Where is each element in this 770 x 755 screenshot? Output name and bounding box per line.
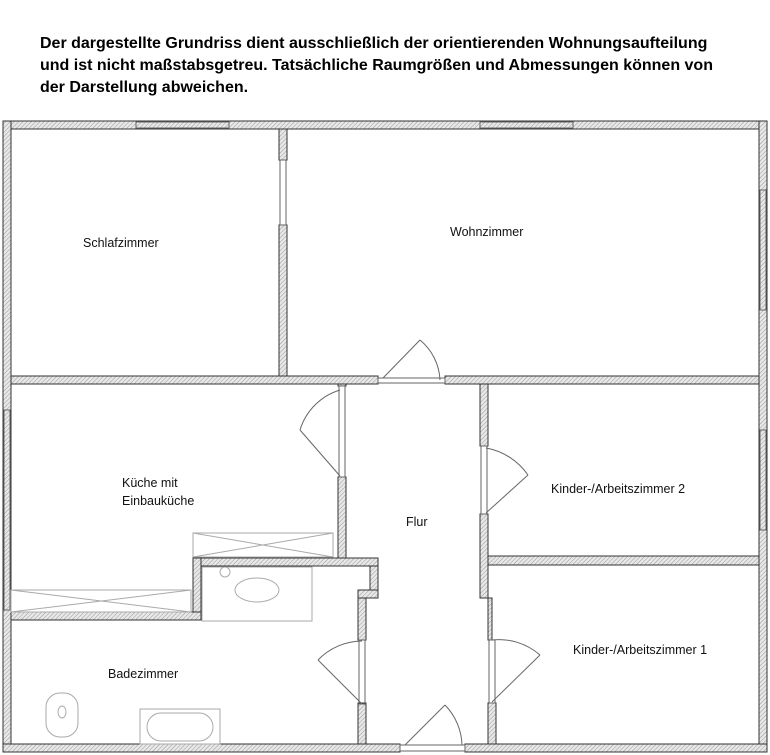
walls <box>3 121 767 752</box>
note-line-2: und ist nicht maßstabsgetreu. Tatsächliche Raumgrößen und Abmessungen können von <box>40 57 713 74</box>
room-label-badezimmer: Badezimmer <box>108 667 179 681</box>
room-label-wohnzimmer: Wohnzimmer <box>450 225 524 239</box>
note-line-1: Der dargestellte Grundriss dient ausschließlich der orientierenden Wohnungsaufteilung <box>40 35 708 52</box>
windows <box>4 122 766 610</box>
room-label-schlafzimmer: Schlafzimmer <box>83 236 159 250</box>
room-label-kueche-1: Küche mit <box>122 476 178 490</box>
room-label-kueche-2: Einbauküche <box>122 494 195 508</box>
room-label-kinder2: Kinder-/Arbeitszimmer 2 <box>551 482 686 496</box>
note-line-3: der Darstellung abweichen. <box>40 79 249 96</box>
doors <box>300 340 540 751</box>
room-label-flur: Flur <box>406 515 428 529</box>
room-label-kinder1: Kinder-/Arbeitszimmer 1 <box>573 643 708 657</box>
